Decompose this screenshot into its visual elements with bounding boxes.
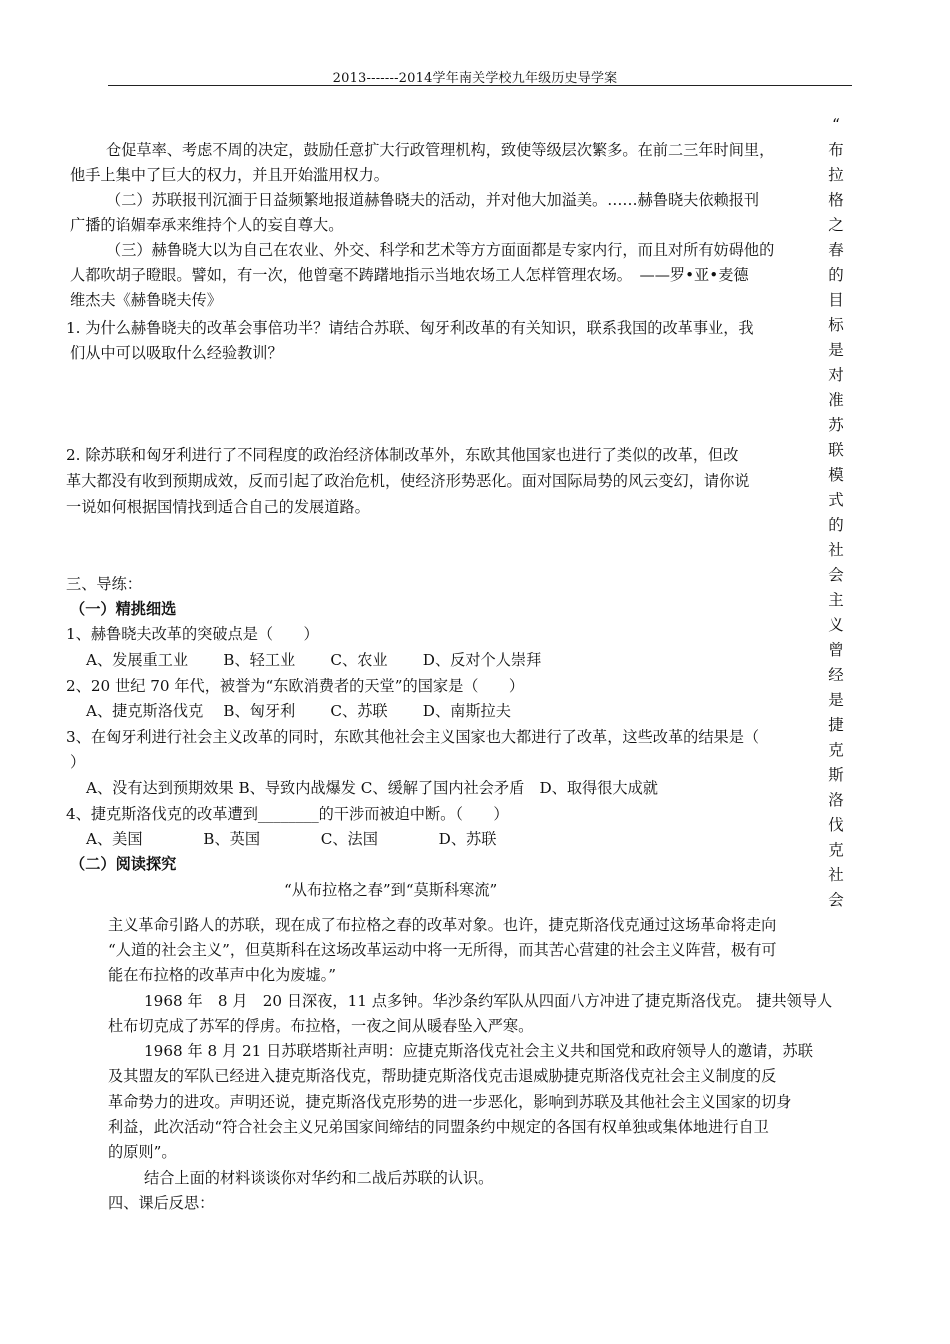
text-line: “人道的社会主义”，但莫斯科在这场改革运动中将一无所得，而其苦心营建的社会主义阵营，极有可	[108, 941, 777, 959]
text-line: 革大都没有收到预期成效，反而引起了政治危机，使经济形势恶化。面对国际局势的风云变幻，请你说	[66, 472, 750, 490]
section-heading: （一）精挑细选	[70, 600, 177, 618]
text-line: 1968 年 8 月 21 日苏联塔斯社声明：应捷克斯洛伐克社会主义共和国党和政府领导人的邀请，苏联	[144, 1042, 813, 1060]
text-line: 们从中可以吸取什么经验教训？	[70, 344, 283, 362]
text-line: 2、20 世纪 70 年代，被誉为“东欧消费者的天堂”的国家是（ ）	[66, 677, 525, 695]
header-divider	[108, 85, 852, 86]
text-line: 仓促草率、考虑不周的决定，鼓励任意扩大行政管理机构，致使等级层次繁多。在前二三年时间里，	[106, 141, 775, 159]
text-line: A、美国 B、英国 C、法国 D、苏联	[86, 830, 497, 848]
text-line: 四、课后反思：	[108, 1194, 215, 1212]
text-line: （三）赫鲁晓大以为自己在农业、外交、科学和艺术等方方面面都是专家内行，而且对所有妨碍他的	[106, 241, 775, 259]
text-line: 维杰夫《赫鲁晓夫传》	[70, 291, 222, 309]
text-line: A、发展重工业 B、轻工业 C、农业 D、反对个人崇拜	[86, 651, 542, 669]
text-line: 1、赫鲁晓夫改革的突破点是（ ）	[66, 625, 319, 643]
text-line: 人都吹胡子瞪眼。譬如，有一次，他曾毫不踌躇地指示当地农场工人怎样管理农场。 ——罗•亚•麦德	[70, 266, 749, 284]
text-line: 利益，此次活动“符合社会主义兄弟国家间缔结的同盟条约中规定的各国有权单独或集体地进行自卫	[108, 1118, 769, 1136]
text-line: A、没有达到预期效果 B、导致内战爆发 C、缓解了国内社会矛盾 D、取得很大成就	[86, 779, 658, 797]
text-line: 的原则”。	[108, 1143, 177, 1161]
text-line: 杜布切克成了苏军的俘虏。布拉格，一夜之间从暖春坠入严寒。	[108, 1017, 534, 1035]
section-heading: （二）阅读探究	[70, 855, 177, 873]
text-line: A、捷克斯洛伐克 B、匈牙利 C、苏联 D、南斯拉夫	[86, 702, 511, 720]
text-line: 能在布拉格的改革声中化为废墟。”	[108, 966, 336, 984]
sidebar-vertical-text: “ 布 拉 格 之 春 的 目 标 是 对 准 苏 联 模 式 的 社 会 主 义 曾 经 是 捷 克 斯 洛 伐 克 社 会	[828, 116, 844, 909]
text-line: （二）苏联报刊沉湎于日益频繁地报道赫鲁晓夫的活动，并对他大加溢美。……赫鲁晓夫依赖报刊	[106, 191, 760, 209]
text-line: “从布拉格之春”到“莫斯科寒流”	[284, 881, 498, 899]
text-line: 3、在匈牙利进行社会主义改革的同时，东欧其他社会主义国家也大都进行了改革，这些改革的结果是（	[66, 728, 760, 746]
text-line: 一说如何根据国情找到适合自己的发展道路。	[66, 498, 370, 516]
text-line: 结合上面的材料谈谈你对华约和二战后苏联的认识。	[144, 1169, 494, 1187]
text-line: 他手上集中了巨大的权力，并且开始滥用权力。	[70, 166, 389, 184]
text-line: 1. 为什么赫鲁晓夫的改革会事倍功半？请结合苏联、匈牙利改革的有关知识，联系我国的改革事业，我	[66, 319, 754, 337]
page-header-title: 2013-------2014学年南关学校九年级历史导学案	[332, 71, 618, 86]
text-line: 2. 除苏联和匈牙利进行了不同程度的政治经济体制改革外，东欧其他国家也进行了类似的改革，但改	[66, 446, 739, 464]
text-line: 三、导练：	[66, 575, 142, 593]
text-line: 主义革命引路人的苏联，现在成了布拉格之春的改革对象。也许，捷克斯洛伐克通过这场革命将走向	[108, 916, 777, 934]
text-line: 广播的谄媚奉承来维持个人的妄自尊大。	[70, 216, 344, 234]
text-line: 4、捷克斯洛伐克的改革遭到________的干涉而被迫中断。（ ）	[66, 805, 509, 823]
text-line: 及其盟友的军队已经进入捷克斯洛伐克，帮助捷克斯洛伐克击退威胁捷克斯洛伐克社会主义制度的反	[108, 1067, 777, 1085]
text-line: 1968 年 8 月 20 日深夜，11 点多钟。华沙条约军队从四面八方冲进了捷克斯洛伐克。 捷共领导人	[144, 992, 833, 1010]
text-line: 革命势力的进攻。声明还说，捷克斯洛伐克形势的进一步恶化，影响到苏联及其他社会主义国家的切身	[108, 1093, 792, 1111]
text-line: ）	[70, 753, 86, 771]
